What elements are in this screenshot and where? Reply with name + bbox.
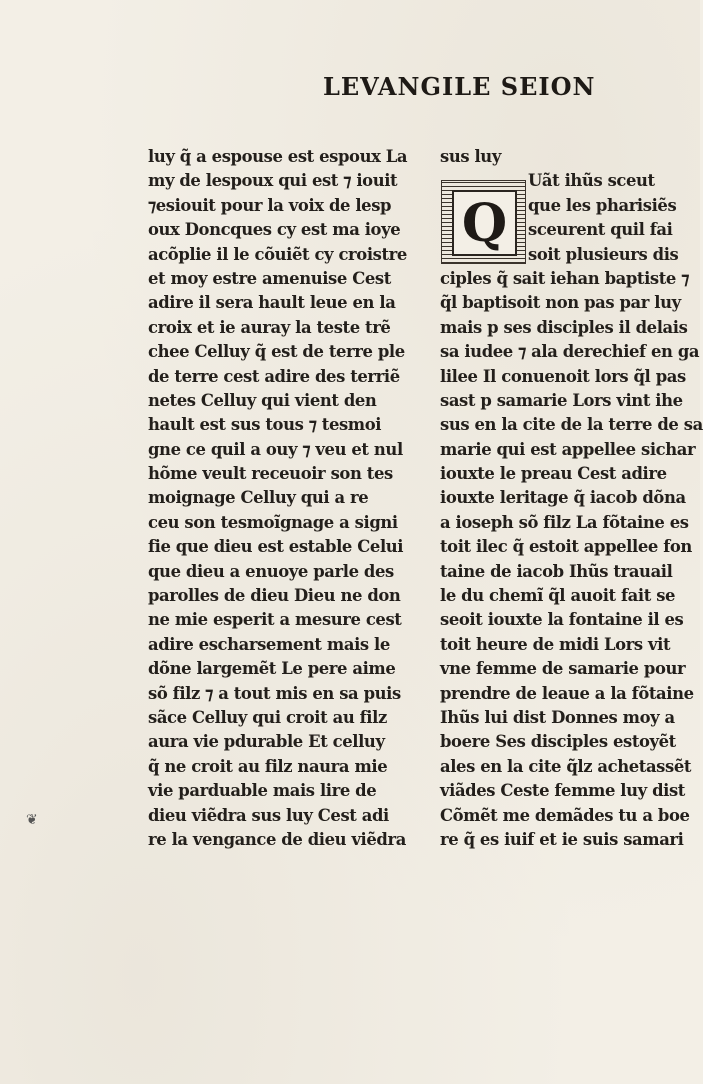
text-line: q̃l baptisoit non pas par luy [440,293,681,313]
text-line: le du chemĩ q̃l auoit fait se [440,586,676,606]
drop-initial-letter: Q [452,190,517,256]
text-line: soit plusieurs dis [528,244,679,264]
text-line: de terre cest adire des terriẽ [148,366,400,386]
text-line: boere Ses disciples estoyẽt [440,732,676,752]
text-line: ciples q̃ sait iehan baptiste ⁊ [440,268,690,288]
text-line: netes Celluy qui vient den [148,390,377,410]
text-line: toit ilec q̃ estoit appellee fon [440,537,692,557]
right-text-column [440,145,703,852]
text-line: ⁊esiouit pour la voix de lesp [148,195,392,215]
text-line: sãce Celluy qui croit au filz [148,707,387,727]
text-line: fie que dieu est estable Celui [148,537,404,557]
text-line: luy q̃ a espouse est espoux La [148,147,408,166]
text-line: acõplie il le cõuiẽt cy croistre [148,244,407,264]
text-line: ne mie esperit a mesure cest [148,610,402,630]
text-line: seoit iouxte la fontaine il es [440,610,684,630]
text-line: dieu viẽdra sus luy Cest adi [148,805,389,825]
text-line: lilee Il conuenoit lors q̃l pas [440,366,686,386]
text-line: mais p ses disciples il delais [440,317,688,337]
text-line: moignage Celluy qui a re [148,488,369,508]
text-line: taine de iacob Ihũs trauail [440,561,673,581]
text-line: iouxte le preau Cest adire [440,464,667,484]
text-line: parolles de dieu Dieu ne don [148,586,401,606]
text-line: hault est sus tous ⁊ tesmoi [148,415,382,435]
text-line: chee Celluy q̃ est de terre ple [148,342,405,362]
text-line: que les pharisiẽs [528,195,677,215]
text-line: sceurent quil fai [528,220,673,240]
text-line: iouxte leritage q̃ iacob dõna [440,488,686,508]
margin-ornament: ❦ [26,812,38,828]
text-line: vie parduable mais lire de [148,781,377,801]
text-line: sus luy [440,147,501,166]
left-text-column [148,145,406,852]
text-line: vne femme de samarie pour [440,659,686,679]
text-line: adire escharsement mais le [148,634,390,654]
text-line: marie qui est appellee sichar [440,439,696,459]
text-line: a ioseph sõ filz La fõtaine es [440,512,689,532]
text-line: q̃ ne croit au filz naura mie [148,756,388,776]
text-line: oux Doncques cy est ma ioye [148,220,401,240]
text-line: prendre de leaue a la fõtaine [440,683,694,703]
text-line: ales en la cite q̃lz achetassẽt [440,756,692,776]
text-line: gne ce quil a ouy ⁊ veu et nul [148,439,403,459]
text-line: croix et ie auray la teste trẽ [148,317,391,337]
text-line: ceu son tesmoĩgnage a signi [148,512,398,532]
text-line: sus en la cite de la terre de sa [440,415,703,435]
running-head: LEVANGILE SEION [323,72,596,101]
text-line: re q̃ es iuif et ie suis samari [440,829,684,849]
text-line: adire il sera hault leue en la [148,293,396,313]
text-line: hõme veult receuoir son tes [148,464,393,484]
text-line: Uãt ihũs sceut [528,171,655,191]
text-line: sõ filz ⁊ a tout mis en sa puis [148,683,401,703]
text-line: my de lespoux qui est ⁊ iouit [148,171,398,191]
text-line: toit heure de midi Lors vit [440,634,671,654]
text-line: aura vie pdurable Et celluy [148,732,385,752]
text-line: viãdes Ceste femme luy dist [440,781,685,801]
text-line: Cõmẽt me demãdes tu a boe [440,805,690,825]
text-line: que dieu a enuoye parle des [148,561,394,581]
text-line: sa iudee ⁊ ala derechief en ga [440,342,700,362]
text-line: sast p samarie Lors vint ihe [440,390,683,410]
text-line: Ihũs lui dist Donnes moy a [440,707,675,727]
text-line: et moy estre amenuise Cest [148,268,391,288]
text-line: dõne largemẽt Le pere aime [148,659,396,679]
text-line: re la vengance de dieu viẽdra [148,829,406,849]
